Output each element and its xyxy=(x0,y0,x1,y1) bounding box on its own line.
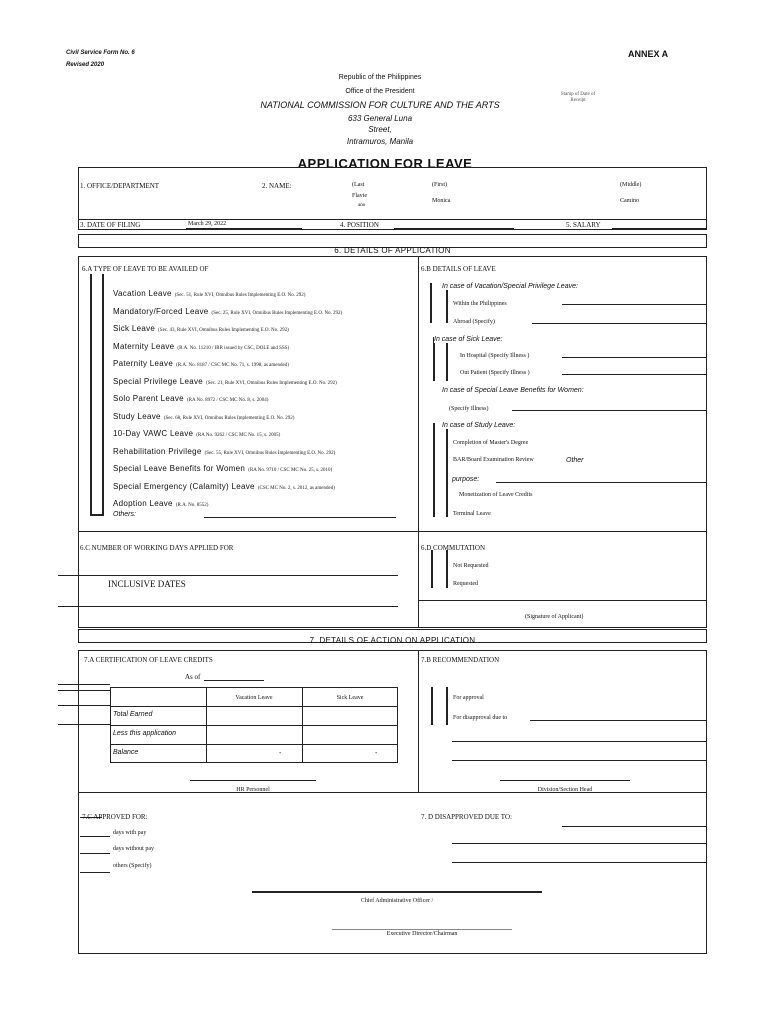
form-title: APPLICATION FOR LEAVE xyxy=(297,156,473,171)
disapproved-due-label: 7. D DISAPPROVED DUE TO: xyxy=(421,813,512,821)
office-department-label: 1. OFFICE/DEPARTMENT xyxy=(80,182,160,190)
leave-type-option[interactable] xyxy=(113,388,268,406)
leave-type-reference: (CSC MC No. 2, s. 2012, as amended) xyxy=(257,485,335,491)
chief-admin-officer-label: Chief Administrative Officer / xyxy=(360,898,434,904)
leave-type-option[interactable] xyxy=(113,283,305,301)
first-name-label: (First) xyxy=(432,182,447,188)
office-line: Office of the President xyxy=(345,88,415,95)
leave-type-option[interactable] xyxy=(113,493,208,511)
leave-type-reference: (RA No. 9262 / CSC MC No. 15, s. 2005) xyxy=(196,433,281,438)
leave-type-name: Adoption Leave xyxy=(113,499,173,508)
leave-type-name: Rehabilitation Privilege xyxy=(113,446,202,456)
not-requested-option[interactable]: Not Requested xyxy=(453,563,489,569)
specify-illness-option[interactable]: (Specify Illness) xyxy=(449,406,489,412)
leave-type-name: Special Privilege Leave xyxy=(113,376,204,386)
within-philippines-option[interactable]: Within the Philippines xyxy=(453,301,507,307)
leave-type-option[interactable] xyxy=(113,336,289,354)
for-disapproval-option[interactable]: For disapproval due to xyxy=(453,715,508,721)
days-with-pay-label: days with pay xyxy=(113,830,147,836)
signature-of-applicant-label: (Signature of Applicant) xyxy=(525,614,584,620)
leave-type-reference: (RA No. 8972 / CSC MC No. 8, s. 2004) xyxy=(186,398,269,403)
leave-type-reference: (Sec. 21, Rule XVI, Omnibus Rules Implementing E.O. No. 292) xyxy=(206,380,337,386)
date-of-filing-value[interactable]: March 29, 2022 xyxy=(188,221,227,227)
recommendation-label: 7.B RECOMMENDATION xyxy=(421,656,500,664)
division-head-label: Division/Section Head xyxy=(537,787,593,793)
sick-case-label: In case of Sick Leave: xyxy=(434,336,503,343)
section6-heading: 6. DETAILS OF APPLICATION xyxy=(334,246,451,255)
vacation-case-label: In case of Vacation/Special Privilege Leave: xyxy=(442,283,578,290)
total-earned-row-label: Total Earned xyxy=(113,711,153,718)
address-line-1: 633 General Luna xyxy=(347,114,413,123)
terminal-leave-option[interactable]: Terminal Leave xyxy=(453,511,491,517)
masters-degree-option[interactable]: Completion of Master's Degree xyxy=(453,440,529,446)
as-of-label: As of xyxy=(185,673,201,681)
section7-heading: 7. DETAILS OF ACTION ON APPLICATION xyxy=(309,636,476,645)
leave-type-option[interactable] xyxy=(113,301,342,319)
bar-board-option[interactable]: BAR/Board Examination Review xyxy=(453,457,534,463)
hr-personnel-label: HR Personnel xyxy=(236,787,270,793)
leave-type-reference: (R.A. No. 8187 / CSC MC No. 71, s. 1998, as amended) xyxy=(176,363,289,368)
leave-type-option[interactable] xyxy=(113,458,332,476)
leave-type-reference: (Sec. 25, Rule XVI, Omnibus Rules Implementing E.O. No. 292) xyxy=(211,310,343,316)
leave-type-name: Maternity Leave xyxy=(113,341,175,351)
type-of-leave-label: 6.A TYPE OF LEAVE TO BE AVAILED OF xyxy=(82,265,209,273)
middle-name-value[interactable]: Camino xyxy=(620,198,639,204)
last-name-value-cont: ano xyxy=(358,203,366,208)
leave-type-reference: (Sec. 68, Rule XVI, Omnibus Rules Implementing E.O. No. 292) xyxy=(163,415,295,421)
stamp-line-1: Stamp of Date of xyxy=(560,92,596,97)
leave-type-reference: (R.A. No. 8552) xyxy=(175,503,209,508)
inclusive-dates-label: INCLUSIVE DATES xyxy=(108,579,186,589)
leave-type-name: 10-Day VAWC Leave xyxy=(113,429,194,438)
days-without-pay-label: days without pay xyxy=(113,846,154,852)
certification-label: 7.A CERTIFICATION OF LEAVE CREDITS xyxy=(84,656,213,664)
salary-label: 5. SALARY xyxy=(566,221,601,229)
out-patient-option[interactable]: Out Patient (Specify Illness ) xyxy=(460,370,530,376)
leave-type-name: Vacation Leave xyxy=(113,289,172,298)
republic-line: Republic of the Philippines xyxy=(338,74,422,81)
monetization-option[interactable]: Monetization of Leave Credits xyxy=(459,492,533,498)
leave-type-option[interactable] xyxy=(113,441,335,459)
address-line-3: Intramuros, Manila xyxy=(346,137,414,146)
address-line-2: Street, xyxy=(368,125,392,134)
leave-type-name: Solo Parent Leave xyxy=(113,394,184,403)
purpose-label: purpose: xyxy=(452,476,480,483)
leave-type-option[interactable] xyxy=(113,318,289,336)
balance-row-label: Balance xyxy=(113,749,139,756)
working-days-label: 6.C NUMBER OF WORKING DAYS APPLIED FOR xyxy=(80,544,234,552)
name-label: 2. NAME: xyxy=(262,182,292,190)
others-specify-label: others (Specify) xyxy=(113,863,152,869)
leave-type-name: Sick Leave xyxy=(113,324,156,333)
leave-type-option[interactable] xyxy=(113,371,337,389)
leave-type-option[interactable] xyxy=(113,353,289,371)
in-hospital-option[interactable]: In Hospital (Specify Illness ) xyxy=(460,353,530,359)
women-case-label: In case of Special Leave Benefits for Women: xyxy=(442,387,584,394)
leave-type-option[interactable] xyxy=(113,406,294,424)
leave-type-reference: (R.A. No. 11210 / IRR issued by CSC, DOLE and SSS) xyxy=(177,345,290,351)
leave-type-option[interactable] xyxy=(113,423,280,441)
annex-label: ANNEX A xyxy=(628,49,669,59)
balance-sick-value: - xyxy=(375,750,378,757)
last-name-value[interactable]: Flavie xyxy=(352,193,367,199)
balance-vacation-value: - xyxy=(279,750,282,757)
for-approval-option[interactable]: For approval xyxy=(453,695,484,701)
leave-type-reference: (Sec. 55, Rule XVI, Omnibus Rules Implementing E.O. No. 292) xyxy=(204,450,336,456)
executive-director-label: Executive Director/Chairman xyxy=(386,931,458,937)
details-of-leave-label: 6.B DETAILS OF LEAVE xyxy=(421,265,496,273)
leave-type-name: Special Emergency (Calamity) Leave xyxy=(113,481,255,491)
leave-type-name: Study Leave xyxy=(113,411,161,421)
leave-type-reference: (Sec. 51, Rule XVI, Omnibus Rules Implementing E.O. No. 292) xyxy=(174,293,306,298)
last-name-label: (Last xyxy=(352,182,365,188)
approved-for-label: 7.C APPROVED FOR: xyxy=(82,813,148,821)
leave-type-name: Paternity Leave xyxy=(113,359,174,368)
study-case-label: In case of Study Leave: xyxy=(442,422,516,429)
less-application-row-label: Less this application xyxy=(113,730,177,737)
sick-leave-column-header: Sick Leave xyxy=(336,695,364,701)
middle-name-label: (Middle) xyxy=(620,182,642,188)
stamp-line-2: Receipt xyxy=(570,98,586,103)
vacation-leave-column-header: Vacation Leave xyxy=(235,695,273,701)
leave-type-reference: (Sec. 43, Rule XVI, Omnibus Rules Implementing E.O. No. 292) xyxy=(158,328,289,333)
requested-option[interactable]: Requested xyxy=(453,581,478,587)
form-number: Civil Service Form No. 6 xyxy=(66,50,135,56)
commission-name: NATIONAL COMMISSION FOR CULTURE AND THE ARTS xyxy=(260,100,500,110)
abroad-option[interactable]: Abroad (Specify) xyxy=(453,319,495,325)
other-purpose-label: Other xyxy=(566,457,584,464)
date-of-filing-label: 3. DATE OF FILING xyxy=(80,221,141,229)
personal-info-box xyxy=(78,167,707,230)
leave-type-reference: (RA No. 9710 / CSC MC No. 25, s. 2010) xyxy=(248,468,333,473)
leave-type-name: Mandatory/Forced Leave xyxy=(113,306,209,316)
leave-type-name: Special Leave Benefits for Women xyxy=(113,464,246,473)
leave-type-option[interactable] xyxy=(113,476,335,494)
form-revised: Revised 2020 xyxy=(66,62,105,68)
others-label: Others: xyxy=(113,511,136,518)
first-name-value[interactable]: Monica xyxy=(432,198,451,204)
position-label: 4. POSITION xyxy=(340,221,379,229)
commutation-label: 6.D COMMUTATION xyxy=(421,544,485,552)
